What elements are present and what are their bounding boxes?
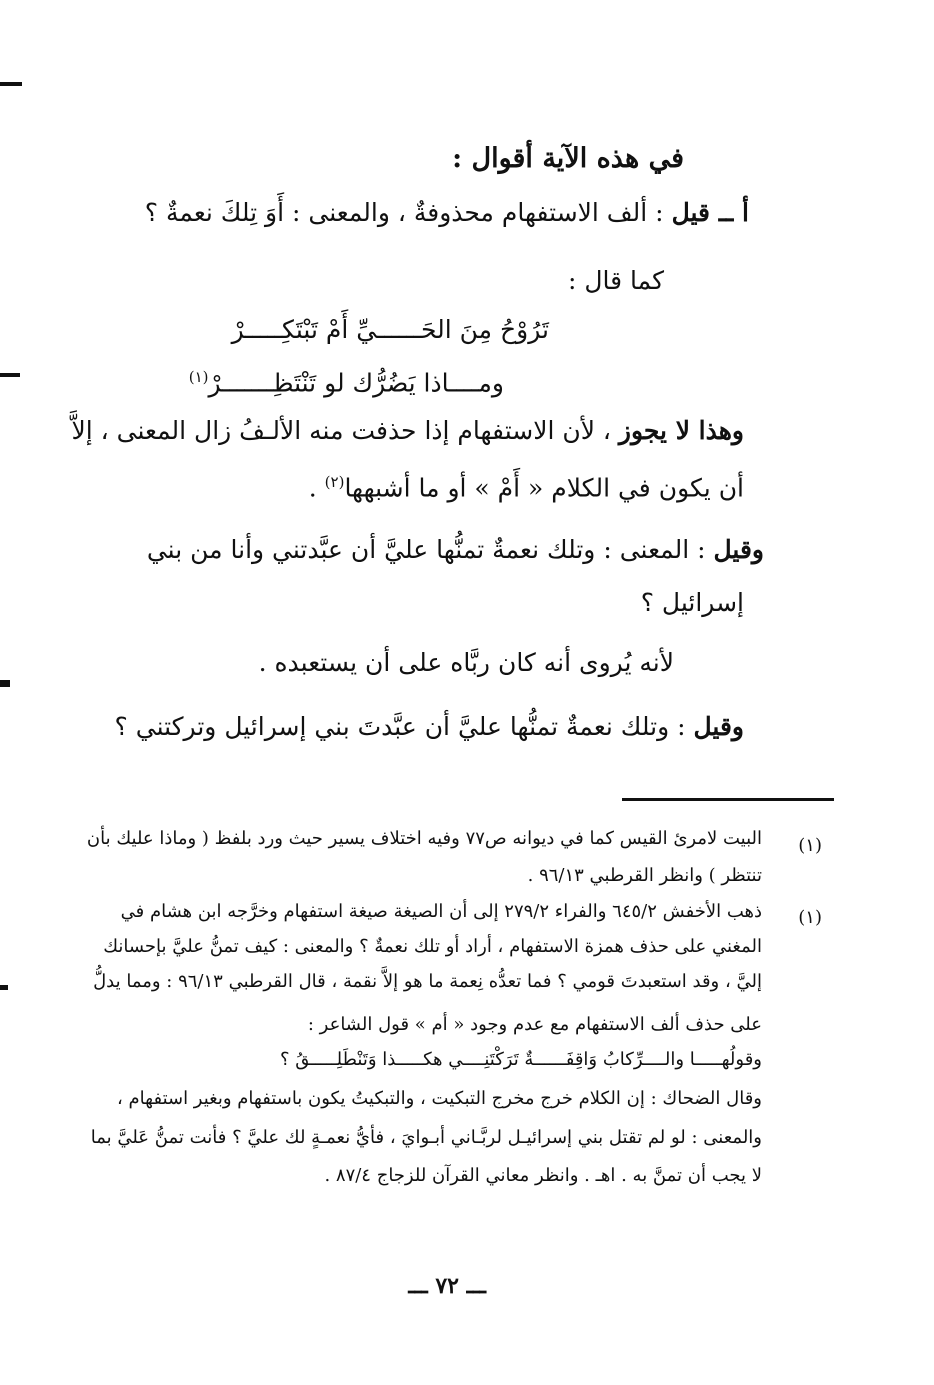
paragraph-2-line-1 (71, 414, 744, 448)
edge-mark (0, 82, 22, 86)
footnote-number: (١) (798, 835, 822, 856)
paragraph-1-label: أ ــ قيل (671, 198, 749, 227)
section-heading: في هذه الآية أقوال : (452, 143, 684, 174)
paragraph-3-line-1 (147, 533, 764, 567)
paragraph-2-line-2-text: أن يكون في الكلام « أَمْ » أو ما أشبهها (344, 473, 744, 503)
footnote-2-line: ذهب الأخفش ٦٤٥/٢ والفراء ٢٧٩/٢ إلى أن الصيغة صيغة استفهام وخرَّجه ابن هشام في (120, 901, 762, 922)
footnote-2-line: وقال الضحاك : إن الكلام خرج مخرج التبكيت ، والتبكيتُ يكون باستفهام وبغير استفهام ، (117, 1088, 762, 1109)
edge-mark (0, 373, 20, 377)
footnote-ref: (١) (188, 368, 209, 386)
paragraph-2-text: ، لأن الاستفهام إذا حذفت منه الألـفُ زال المعنى ، إلاَّ (71, 416, 619, 445)
footnote-separator (622, 798, 834, 801)
edge-mark (0, 680, 10, 687)
paragraph-5-text: : وتلك نعمةٌ تمنُّها عليَّ أن عبَّدتَ بني إسرائيل وتركتني ؟ (114, 712, 694, 741)
verse-line-2-text: ومــــاذا يَضُرُّك لو تَنْتَظِـــــــرْ (208, 368, 504, 398)
verse-line-1: تَرُوْحُ مِنَ الحَــــــيِّ أَمْ تَبْتَكِـــــرْ (231, 315, 549, 344)
paragraph-1 (145, 196, 749, 230)
paragraph-1-text: : ألف الاستفهام محذوفةٌ ، والمعنى : أَوَ تِلكَ نعمةٌ ؟ (144, 198, 672, 227)
verse-line-2 (189, 360, 504, 400)
quote-intro: كما قال : (567, 266, 664, 295)
paragraph-2-line-2-end: . (308, 473, 325, 503)
footnote-ref: (٢) (324, 473, 345, 491)
paragraph-5 (115, 710, 744, 744)
paragraph-4: لأنه يُروى أنه كان ربَّاه على أن يستعبده . (258, 648, 674, 677)
footnote-2-line: لا يجب أن تمنَّ به . اهـ . وانظر معاني القرآن للزجاج ٨٧/٤ . (324, 1165, 762, 1186)
edge-mark (0, 985, 8, 990)
footnote-1-line: البيت لامرئ القيس كما في ديوانه ص٧٧ وفيه اختلاف يسير حيث ورد بلفظ ( وماذا عليك بأن (86, 828, 762, 849)
paragraph-2-label: وهذا لا يجوز (618, 416, 744, 445)
footnote-2-line: إليَّ ، وقد استعبدتَ قومي ؟ فما تعدُّه نِعمة ما هو إلاَّ نقمة ، قال القرطبي ٩٦/١٣ : ومما يدلُّ (93, 971, 762, 992)
footnote-1-line: تنتظر ) وانظر القرطبي ٩٦/١٣ . (527, 865, 762, 886)
footnote-2-line: والمعنى : لو لم تقتل بني إسرائيـل لربَّـاني أبـوايَ ، فأيُّ نعمـةٍ لك عليَّ ؟ فأنت تمنُّ عَليَّ بما (90, 1127, 762, 1148)
paragraph-2-line-2 (309, 465, 744, 505)
footnote-2-verse: وقولُهـــــا والــــرِّكابُ وَاقِفَــــــةٌ تَرَكْتَنِــــي هكـــــذا وَتَنْطَلِـــــقُ ؟ (280, 1049, 762, 1070)
paragraph-5-label: وقيل (693, 712, 744, 741)
paragraph-3-line-2: إسرائيل ؟ (640, 588, 744, 617)
footnote-2-line: على حذف ألف الاستفهام مع عدم وجود « أم » قول الشاعر : (307, 1014, 762, 1035)
page-number: ـــ ٧٢ ـــ (408, 1273, 486, 1299)
footnote-number: (١) (798, 907, 822, 928)
paragraph-3-label: وقيل (713, 535, 764, 564)
footnote-2-line: المغني على حذف همزة الاستفهام ، أراد أو تلك نعمةٌ ؟ والمعنى : كيف تمنُّ عليَّ بإحسانك (103, 936, 762, 957)
paragraph-3-text: : المعنى : وتلك نعمةٌ تمنُّها عليَّ أن عبَّدتني وأنا من بني (146, 535, 714, 564)
